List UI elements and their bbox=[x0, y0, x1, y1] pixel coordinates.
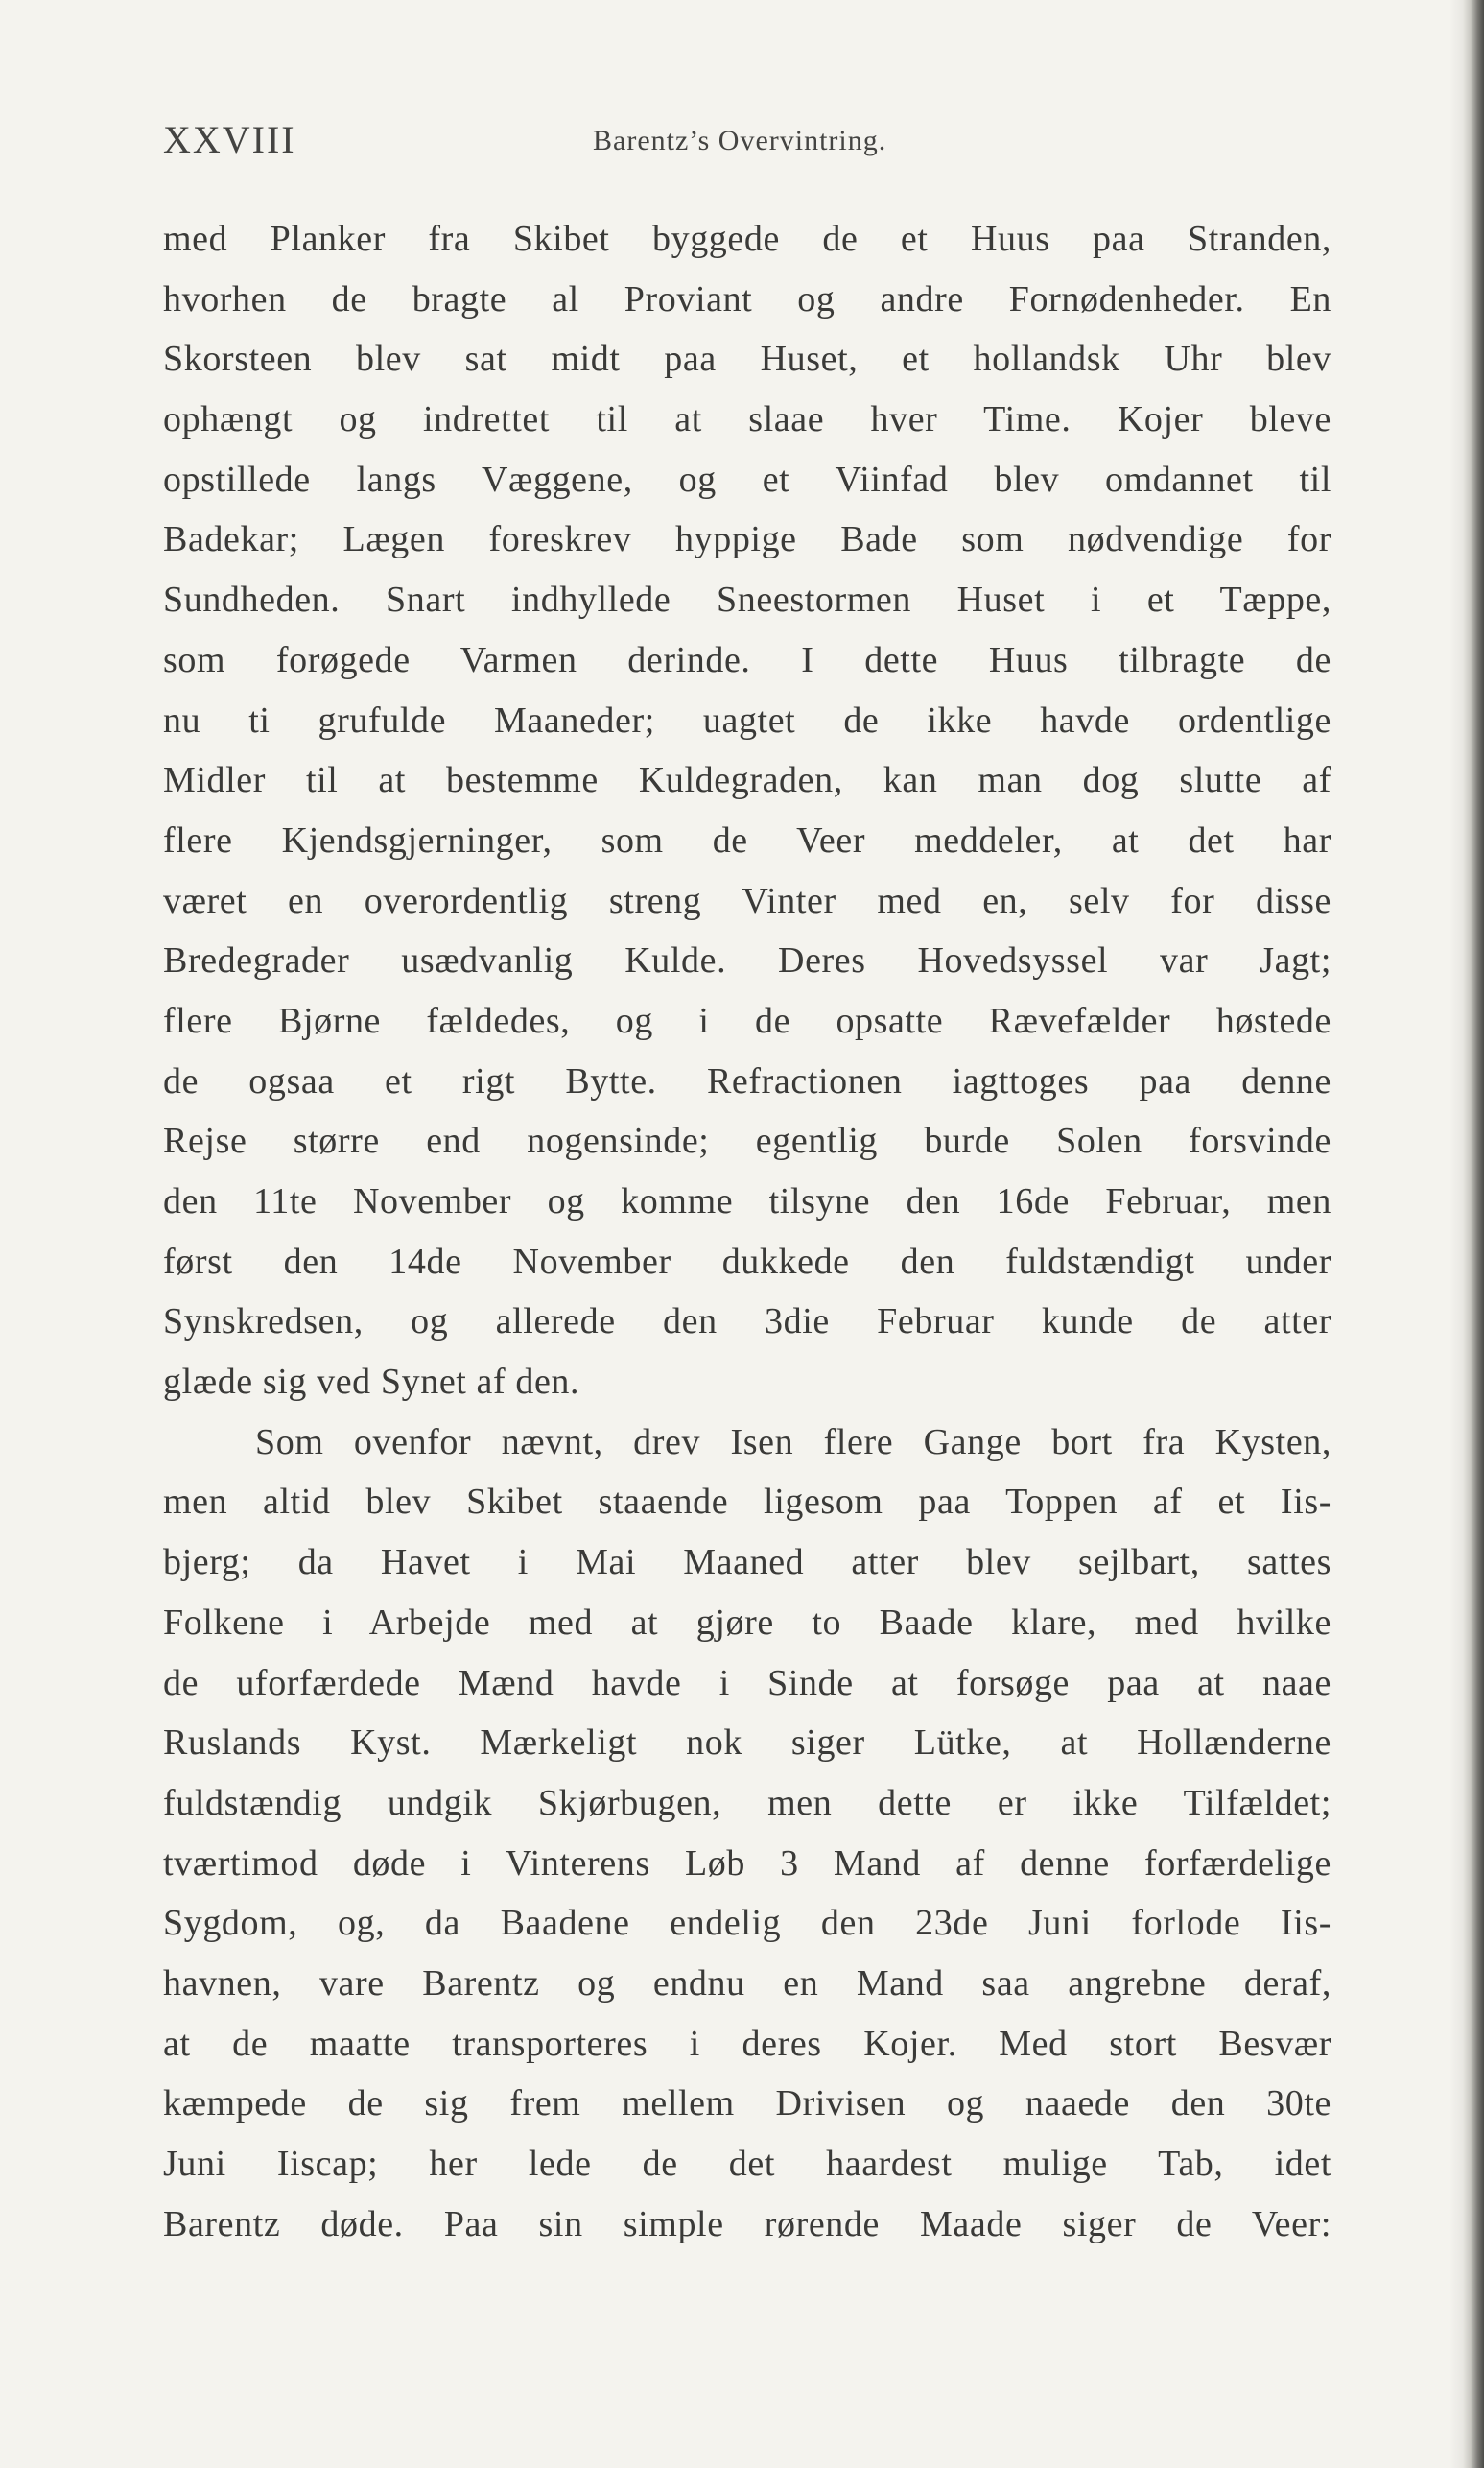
paragraph-start-line: Som ovenfor nævnt, drev Isen flere Gange bort fra Kysten, bbox=[255, 1421, 1331, 1462]
running-title: Barentz’s Overvintring. bbox=[593, 125, 887, 156]
text-line: Ruslands Kyst. Mærkeligt nok siger Lütke, at Hollænderne bbox=[163, 1722, 1331, 1764]
text-line: Skorsteen blev sat midt paa Huset, et hollandsk Uhr blev bbox=[163, 339, 1331, 380]
page-edge-shadow bbox=[1449, 0, 1463, 2468]
text-line: været en overordentlig streng Vinter med en, selv for disse bbox=[163, 880, 1331, 921]
text-line: opstillede langs Væggene, og et Viinfad blev omdannet til bbox=[163, 459, 1331, 500]
text-line: Bredegrader usædvanlig Kulde. Deres Hovedsyssel var Jagt; bbox=[163, 940, 1331, 982]
text-line: havnen, vare Barentz og endnu en Mand saa angrebne deraf, bbox=[163, 1962, 1331, 2004]
text-line: tværtimod døde i Vinterens Løb 3 Mand af denne forfærdelige bbox=[163, 1842, 1331, 1884]
text-line: først den 14de November dukkede den fuldstændigt under bbox=[163, 1241, 1331, 1282]
text-line: bjerg; da Havet i Mai Maaned atter blev sejlbart, sattes bbox=[163, 1542, 1331, 1583]
page-number: XXVIII bbox=[163, 118, 296, 161]
paragraph-end-line: glæde sig ved Synet af den. bbox=[163, 1362, 580, 1403]
text-line: hvorhen de bragte al Proviant og andre Fornødenheder. En bbox=[163, 278, 1331, 320]
page-header bbox=[163, 117, 1324, 175]
text-line: Juni Iiscap; her lede de det haardest mulige Tab, idet bbox=[163, 2144, 1331, 2184]
text-line: Midler til at bestemme Kuldegraden, kan man dog slutte af bbox=[163, 760, 1331, 801]
text-line: Sygdom, og, da Baadene endelig den 23de Juni forlode Iis- bbox=[163, 1903, 1331, 1944]
text-line: fuldstændig undgik Skjørbugen, men dette er ikke Tilfældet; bbox=[163, 1782, 1331, 1823]
text-line: Rejse større end nogensinde; egentlig burde Solen forsvinde bbox=[163, 1121, 1331, 1162]
text-line: Badekar; Lægen foreskrev hyppige Bade som nødvendige for bbox=[163, 519, 1331, 560]
text-line: men altid blev Skibet staaende ligesom paa Toppen af et Iis- bbox=[163, 1482, 1331, 1523]
text-line: Folkene i Arbejde med at gjøre to Baade klare, med hvilke bbox=[163, 1602, 1331, 1643]
text-line: Sundheden. Snart indhyllede Sneestormen Huset i et Tæppe, bbox=[163, 580, 1331, 621]
text-line: flere Bjørne fældedes, og i de opsatte Rævefælder høstede bbox=[163, 1000, 1331, 1041]
text-line: de ogsaa et rigt Bytte. Refractionen iagttoges paa denne bbox=[163, 1060, 1331, 1102]
body-text bbox=[163, 209, 1331, 2254]
text-line: ophængt og indrettet til at slaae hver Time. Kojer bleve bbox=[163, 399, 1331, 440]
text-line: med Planker fra Skibet byggede de et Huus paa Stranden, bbox=[163, 219, 1331, 259]
text-line: Synskredsen, og allerede den 3die Februar kunde de atter bbox=[163, 1301, 1331, 1342]
text-line: at de maatte transporteres i deres Kojer. Med stort Besvær bbox=[163, 2023, 1331, 2064]
page-edge bbox=[1463, 0, 1484, 2468]
text-line: kæmpede de sig frem mellem Drivisen og naaede den 30te bbox=[163, 2083, 1331, 2124]
text-line: den 11te November og komme tilsyne den 16de Februar, men bbox=[163, 1181, 1331, 1222]
text-line: flere Kjendsgjerninger, som de Veer meddeler, at det har bbox=[163, 819, 1331, 861]
text-line: Barentz døde. Paa sin simple rørende Maade siger de Veer: bbox=[163, 2203, 1331, 2244]
text-line: som forøgede Varmen derinde. I dette Huus tilbragte de bbox=[163, 639, 1331, 680]
text-line: nu ti grufulde Maaneder; uagtet de ikke havde ordentlige bbox=[163, 700, 1331, 741]
text-line: de uforfærdede Mænd havde i Sinde at forsøge paa at naae bbox=[163, 1662, 1331, 1703]
